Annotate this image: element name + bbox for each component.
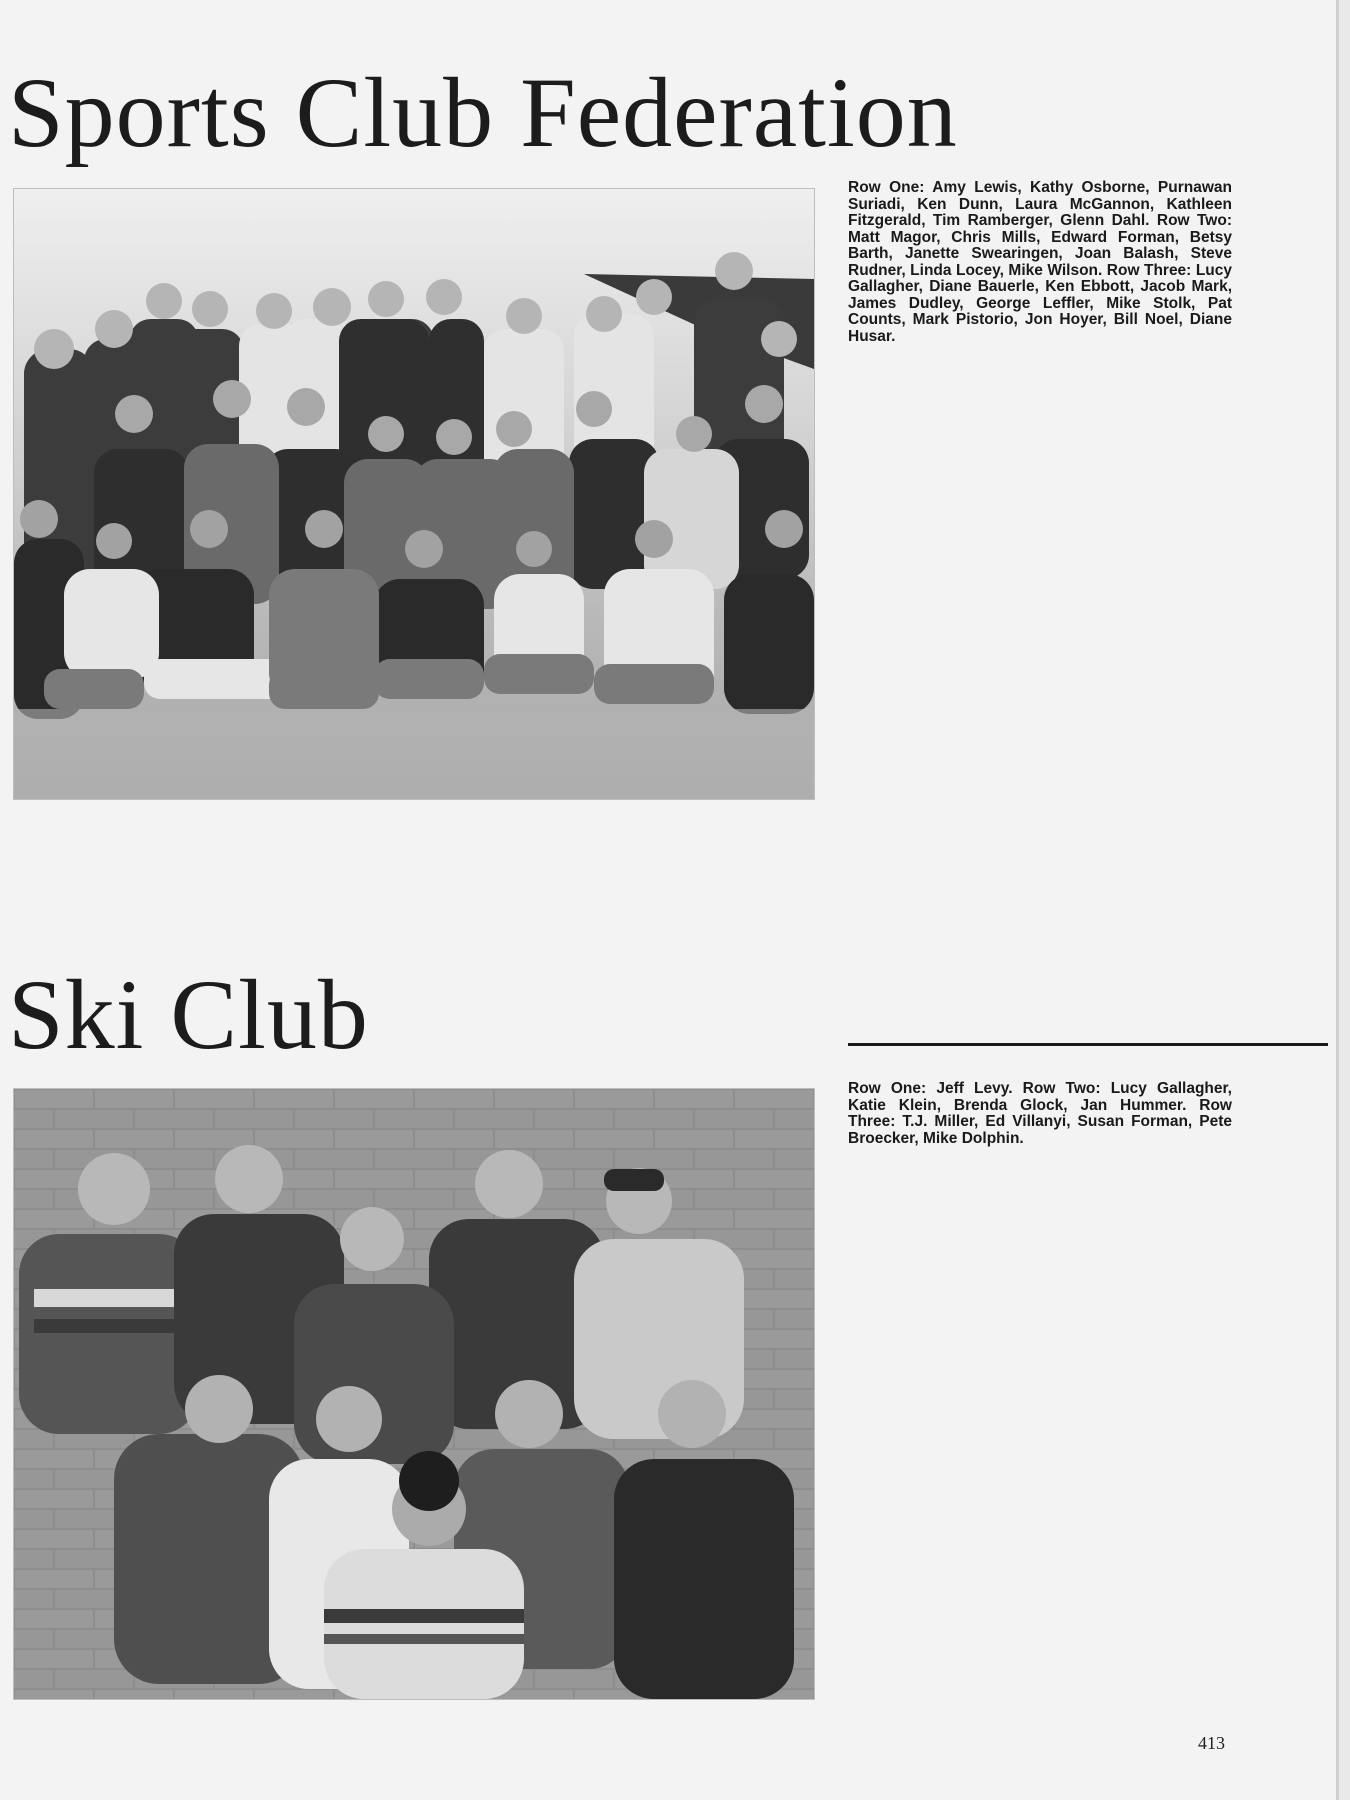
group-photo-icon [14, 189, 814, 799]
sports-club-group-photo [13, 188, 815, 800]
section-divider [848, 1043, 1328, 1046]
sports-club-caption: Row One: Amy Lewis, Kathy Osborne, Purnawan Suriadi, Ken Dunn, Laura McGannon, Kathleen Fitzgerald, Tim Ramberger, Glenn Dahl. Row Two: Matt Magor, Chris Mills, Edward Forman, Betsy Barth, Janette Swearingen, Joan Balash, Steve Rudner, Linda Locey, Mike Wilson. Row Three: Lucy Gallagher, Diane Bauerle, Ken Ebbott, Jacob Mark, James Dudley, George Leffler, Mike Stolk, Pat Counts, Mark Pistorio, Jon Hoyer, Bill Noel, Diane Husar. [848, 179, 1232, 345]
ski-club-group-photo [13, 1088, 815, 1700]
section-title-ski-club: Ski Club [8, 959, 369, 1070]
section-title-sports-club-federation: Sports Club Federation [8, 57, 958, 168]
group-photo-icon [14, 1089, 814, 1699]
ski-club-caption: Row One: Jeff Levy. Row Two: Lucy Gallagher, Katie Klein, Brenda Glock, Jan Hummer. Row Three: T.J. Miller, Ed Villanyi, Susan Forman, Pete Broecker, Mike Dolphin. [848, 1080, 1232, 1147]
page-number: 413 [1198, 1733, 1225, 1753]
